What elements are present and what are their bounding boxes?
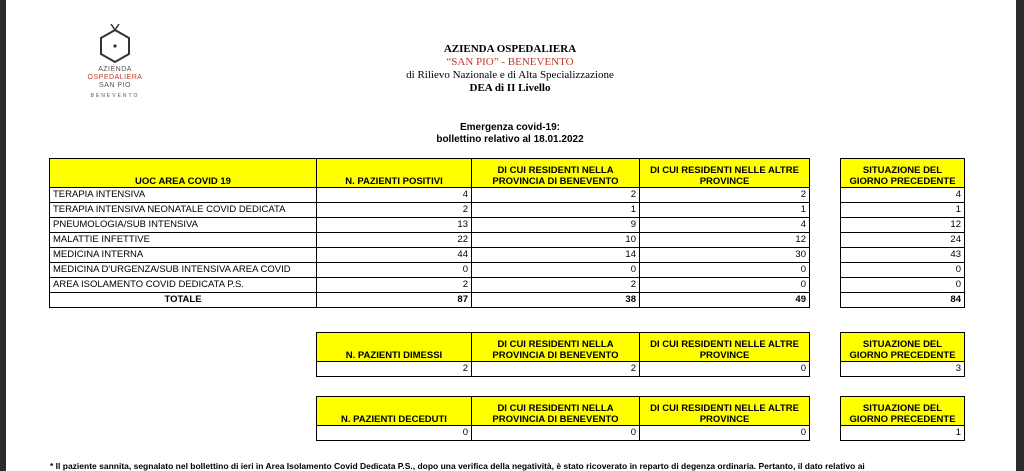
deceduti-altre: 0 — [640, 426, 810, 441]
table-row — [50, 203, 965, 218]
gap-cell — [810, 263, 841, 278]
row-name: TERAPIA INTENSIVA — [50, 188, 317, 203]
deceduti-table — [316, 396, 965, 441]
subtitle-line-1: Emergenza covid-19: — [459, 122, 561, 133]
table-row — [50, 218, 965, 233]
dimessi-header-prec-text: SITUAZIONE DEL GIORNO PRECEDENTE — [849, 339, 956, 361]
dimessi-count: 2 — [317, 362, 472, 377]
header-uoc: UOC AREA COVID 19 — [50, 159, 317, 188]
row-name: MALATTIE INFETTIVE — [50, 233, 317, 248]
total-label: TOTALE — [50, 293, 317, 308]
row-benevento: 9 — [472, 218, 640, 233]
deceduti-header-count: N. PAZIENTI DECEDUTI — [317, 397, 472, 426]
row-positivi: 2 — [317, 278, 472, 293]
row-benevento: 0 — [472, 263, 640, 278]
gap-cell — [810, 397, 841, 426]
document-header — [350, 43, 670, 95]
table-row — [50, 263, 965, 278]
gap-cell — [810, 426, 841, 441]
deceduti-header-altre — [640, 397, 810, 426]
total-positivi: 87 — [317, 293, 472, 308]
logo-line-2: OSPEDALIERA — [87, 74, 143, 81]
main-table — [49, 158, 965, 308]
table-row — [50, 233, 965, 248]
table-row — [50, 278, 965, 293]
dimessi-header-altre-text: DI CUI RESIDENTI NELLE ALTRE PROVINCE — [650, 339, 799, 361]
deceduti-prec: 1 — [841, 426, 965, 441]
gap-cell — [810, 233, 841, 248]
row-positivi: 2 — [317, 203, 472, 218]
row-positivi: 44 — [317, 248, 472, 263]
footnote: * Il paziente sannita, segnalato nel bollettino di ieri in Area Isolamento Covid Dedicata P.S., dopo una verifica della negatività, è stato ricoverato in reparto di degenza ordinaria. Pertanto, il dato relativo ai — [50, 461, 865, 471]
logo-line-1: AZIENDA — [98, 66, 132, 73]
row-benevento: 2 — [472, 188, 640, 203]
header-prec — [841, 159, 965, 188]
dimessi-header-altre — [640, 333, 810, 362]
row-prec: 1 — [841, 203, 965, 218]
row-altre: 2 — [640, 188, 810, 203]
row-altre: 30 — [640, 248, 810, 263]
row-name: AREA ISOLAMENTO COVID DEDICATA P.S. — [50, 278, 317, 293]
table-row — [50, 248, 965, 263]
gap-cell — [810, 203, 841, 218]
row-prec: 4 — [841, 188, 965, 203]
dimessi-prec: 3 — [841, 362, 965, 377]
gap-cell — [810, 218, 841, 233]
deceduti-header-prec — [841, 397, 965, 426]
deceduti-benevento: 0 — [472, 426, 640, 441]
total-prec: 84 — [841, 293, 965, 308]
hexagon-logo-icon — [97, 24, 133, 64]
gap-cell — [810, 362, 841, 377]
deceduti-header-benevento — [472, 397, 640, 426]
row-altre: 12 — [640, 233, 810, 248]
dimessi-altre: 0 — [640, 362, 810, 377]
deceduti-count: 0 — [317, 426, 472, 441]
row-name: TERAPIA INTENSIVA NEONATALE COVID DEDICATA — [50, 203, 317, 218]
logo-line-3: SAN PIO — [99, 82, 131, 89]
table-row — [317, 362, 965, 377]
row-altre: 1 — [640, 203, 810, 218]
total-row — [50, 293, 965, 308]
row-name: MEDICINA INTERNA — [50, 248, 317, 263]
row-benevento: 2 — [472, 278, 640, 293]
dimessi-benevento: 2 — [472, 362, 640, 377]
dimessi-header-count: N. PAZIENTI DIMESSI — [317, 333, 472, 362]
row-prec: 43 — [841, 248, 965, 263]
row-prec: 24 — [841, 233, 965, 248]
logo-line-4: BENEVENTO — [90, 93, 140, 99]
viewer-right-edge — [1016, 0, 1024, 471]
total-benevento: 38 — [472, 293, 640, 308]
header-positivi: N. PAZIENTI POSITIVI — [317, 159, 472, 188]
gap-cell — [810, 248, 841, 263]
header-altre-text: DI CUI RESIDENTI NELLE ALTRE PROVINCE — [650, 165, 799, 187]
row-benevento: 1 — [472, 203, 640, 218]
row-prec: 12 — [841, 218, 965, 233]
bulletin-subtitle — [380, 122, 640, 146]
row-altre: 0 — [640, 263, 810, 278]
viewer-left-edge — [0, 0, 6, 471]
header-line-2: “SAN PIO” - BENEVENTO — [446, 56, 574, 68]
row-positivi: 13 — [317, 218, 472, 233]
deceduti-header-altre-text: DI CUI RESIDENTI NELLE ALTRE PROVINCE — [650, 403, 799, 425]
gap-cell — [810, 278, 841, 293]
dimessi-header-benevento-text: DI CUI RESIDENTI NELLA PROVINCIA DI BENEVENTO — [492, 339, 619, 361]
deceduti-header-benevento-text: DI CUI RESIDENTI NELLA PROVINCIA DI BENEVENTO — [492, 403, 619, 425]
gap-cell — [810, 333, 841, 362]
row-prec: 0 — [841, 263, 965, 278]
row-positivi: 4 — [317, 188, 472, 203]
subtitle-line-2: bollettino relativo al 18.01.2022 — [436, 134, 584, 145]
header-line-4: DEA di II Livello — [469, 82, 551, 94]
header-prec-text: SITUAZIONE DEL GIORNO PRECEDENTE — [849, 165, 956, 187]
row-benevento: 14 — [472, 248, 640, 263]
gap-cell — [810, 188, 841, 203]
header-benevento-text: DI CUI RESIDENTI NELLA PROVINCIA DI BENEVENTO — [492, 165, 619, 187]
header-line-3: di Rilievo Nazionale e di Alta Specializzazione — [406, 69, 614, 81]
gap-cell — [810, 159, 841, 188]
row-name: PNEUMOLOGIA/SUB INTENSIVA — [50, 218, 317, 233]
table-row — [50, 188, 965, 203]
total-altre: 49 — [640, 293, 810, 308]
row-name: MEDICINA D'URGENZA/SUB INTENSIVA AREA COVID — [50, 263, 317, 278]
header-benevento — [472, 159, 640, 188]
header-line-1: AZIENDA OSPEDALIERA — [443, 43, 577, 55]
row-positivi: 22 — [317, 233, 472, 248]
row-altre: 4 — [640, 218, 810, 233]
row-altre: 0 — [640, 278, 810, 293]
gap-cell — [810, 293, 841, 308]
table-row — [317, 426, 965, 441]
row-benevento: 10 — [472, 233, 640, 248]
row-prec: 0 — [841, 278, 965, 293]
dimessi-header-benevento — [472, 333, 640, 362]
header-altre — [640, 159, 810, 188]
deceduti-header-prec-text: SITUAZIONE DEL GIORNO PRECEDENTE — [849, 403, 956, 425]
row-positivi: 0 — [317, 263, 472, 278]
hospital-logo — [79, 24, 151, 114]
dimessi-header-prec — [841, 333, 965, 362]
dimessi-table — [316, 332, 965, 377]
